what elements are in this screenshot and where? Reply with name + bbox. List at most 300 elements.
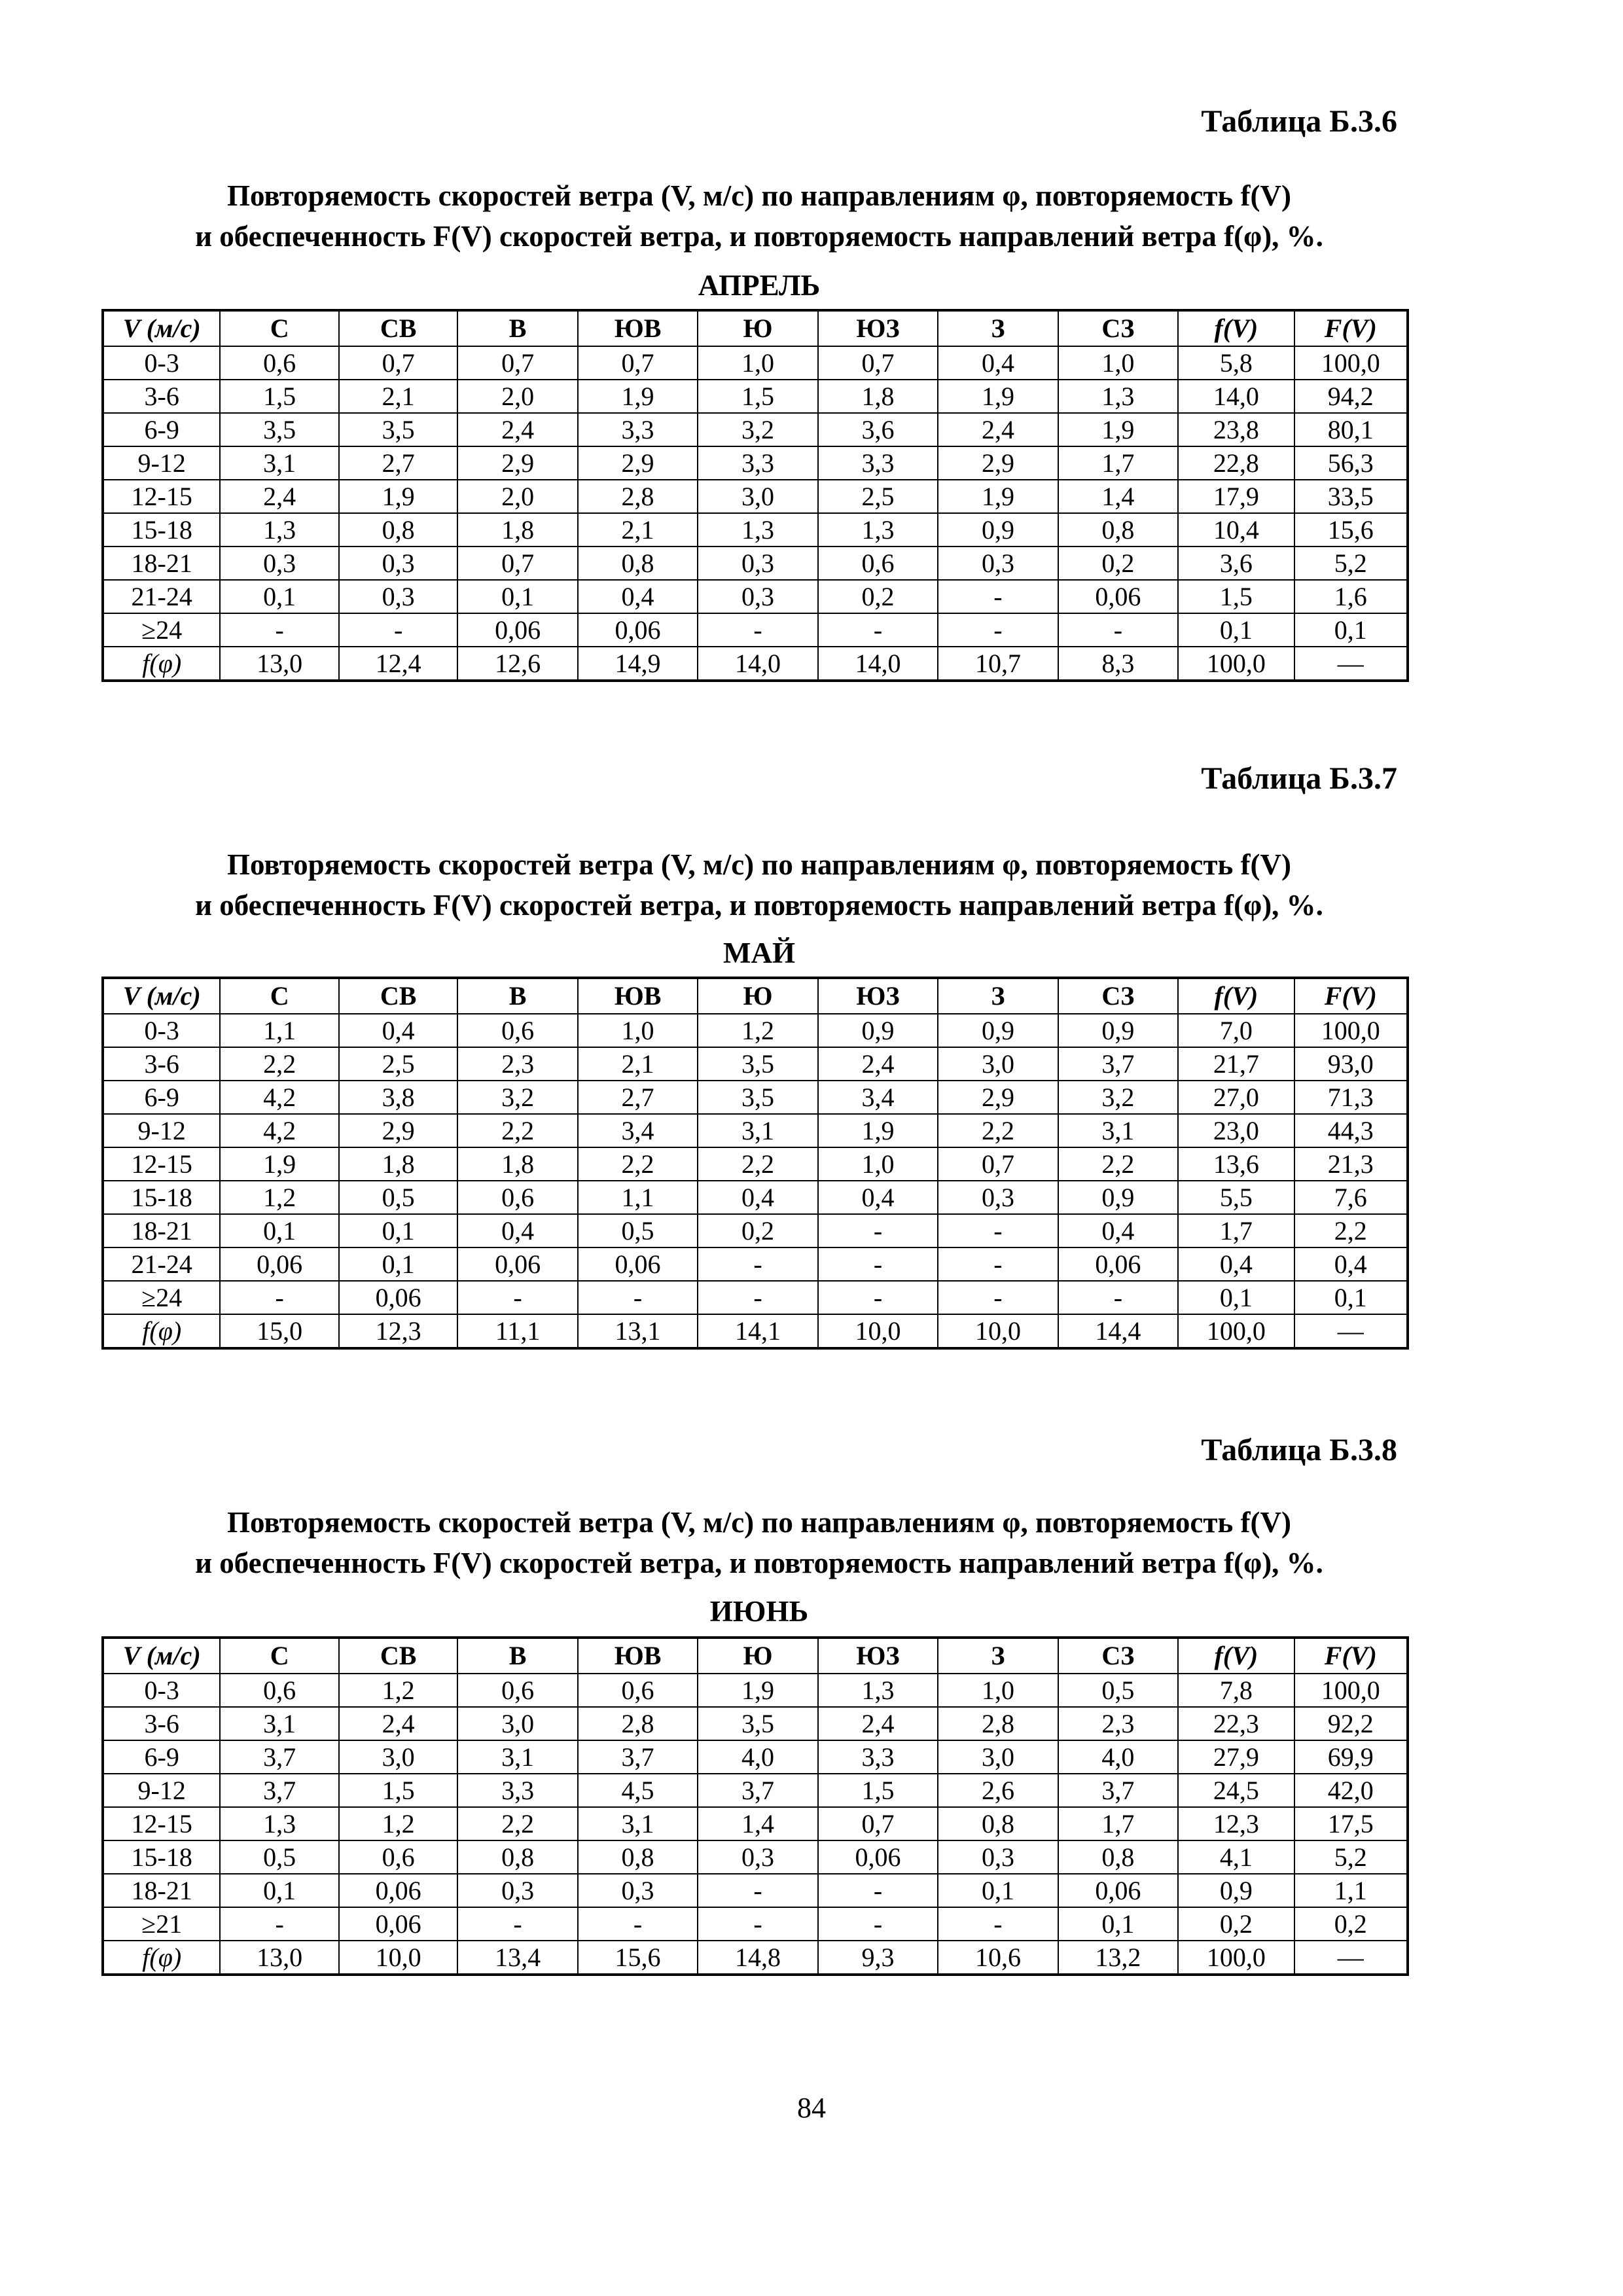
column-header: Ю (698, 1638, 817, 1674)
table-cell: 0,3 (698, 1840, 817, 1874)
table-cell: 100,0 (1178, 1314, 1294, 1348)
speed-range-cell: 3-6 (103, 380, 220, 413)
speed-range-cell: 18-21 (103, 1874, 220, 1907)
total-row (103, 1941, 1408, 1975)
table-cell: 0,2 (698, 1214, 817, 1247)
table-cell: 1,3 (1058, 380, 1178, 413)
table-row (103, 613, 1408, 647)
table-cell: 100,0 (1294, 346, 1408, 380)
table-cell: 1,2 (698, 1014, 817, 1047)
table-row (103, 1214, 1408, 1247)
table-cell: 2,8 (578, 480, 698, 513)
table-cell: 1,5 (220, 380, 338, 413)
table-cell: 2,2 (578, 1147, 698, 1181)
table-cell: 13,0 (220, 647, 338, 681)
table-cell: 1,2 (339, 1674, 457, 1707)
table-cell: 0,6 (818, 547, 938, 580)
table-cell: 2,2 (457, 1114, 577, 1147)
table-cell: 5,2 (1294, 547, 1408, 580)
speed-range-cell: 3-6 (103, 1047, 220, 1081)
column-header: ЮЗ (818, 310, 938, 346)
table-cell: 2,1 (578, 513, 698, 547)
table-cell: 100,0 (1294, 1674, 1408, 1707)
table-cell: - (457, 1907, 577, 1941)
speed-range-cell: 12-15 (103, 1147, 220, 1181)
table-cell: 0,1 (1178, 613, 1294, 647)
table-cell: 0,1 (457, 580, 577, 613)
speed-range-cell: 9-12 (103, 1114, 220, 1147)
table-cell: 2,4 (818, 1707, 938, 1740)
table-cell: 0,7 (339, 346, 457, 380)
table-row (103, 1774, 1408, 1807)
table-cell: 11,1 (457, 1314, 577, 1348)
table-cell: 1,4 (1058, 480, 1178, 513)
table-cell: - (818, 1247, 938, 1281)
table-cell: - (578, 1907, 698, 1941)
table-cell: 1,8 (818, 380, 938, 413)
table-cell: 1,9 (818, 1114, 938, 1147)
table-cell: 1,5 (818, 1774, 938, 1807)
table-cell: 3,0 (457, 1707, 577, 1740)
speed-range-cell: 6-9 (103, 1081, 220, 1114)
table-cell: 8,3 (1058, 647, 1178, 681)
speed-range-cell: ≥21 (103, 1907, 220, 1941)
table-cell: 0,4 (578, 580, 698, 613)
table-cell: — (1294, 647, 1408, 681)
table-cell: 1,1 (1294, 1874, 1408, 1907)
table-row (103, 513, 1408, 547)
speed-range-cell: 9-12 (103, 446, 220, 480)
table-cell: 2,8 (578, 1707, 698, 1740)
table-cell: 3,7 (578, 1740, 698, 1774)
table-cell: 3,2 (457, 1081, 577, 1114)
table-cell: 1,8 (457, 1147, 577, 1181)
table-cell: 2,7 (339, 446, 457, 480)
table-cell: 24,5 (1178, 1774, 1294, 1807)
table-cell: 2,9 (339, 1114, 457, 1147)
table-cell: 2,5 (818, 480, 938, 513)
table-cell: 3,5 (698, 1081, 817, 1114)
table-cell: 1,5 (1178, 580, 1294, 613)
column-header: СЗ (1058, 978, 1178, 1014)
speed-range-cell: 0-3 (103, 1674, 220, 1707)
table-cell: 0,6 (457, 1181, 577, 1214)
table-cell: 33,5 (1294, 480, 1408, 513)
column-header: V (м/с) (103, 310, 220, 346)
table-cell: 1,3 (698, 513, 817, 547)
column-header: СЗ (1058, 310, 1178, 346)
table-cell: 3,5 (698, 1047, 817, 1081)
column-header: СВ (339, 978, 457, 1014)
table-cell: 1,9 (578, 380, 698, 413)
table-cell: 4,0 (1058, 1740, 1178, 1774)
table-cell: 0,4 (698, 1181, 817, 1214)
table-cell: 1,7 (1058, 1807, 1178, 1840)
table-cell: - (938, 1281, 1058, 1314)
table-cell: 13,0 (220, 1941, 338, 1975)
table-cell: 0,2 (1294, 1907, 1408, 1941)
table-cell: - (818, 1281, 938, 1314)
table-cell: 23,8 (1178, 413, 1294, 446)
column-header: F(V) (1294, 310, 1408, 346)
table-cell: 0,3 (457, 1874, 577, 1907)
table-cell: 22,3 (1178, 1707, 1294, 1740)
table-cell: 1,3 (220, 1807, 338, 1840)
table-cell: 1,8 (457, 513, 577, 547)
table-cell: 0,6 (220, 346, 338, 380)
table-row (103, 1740, 1408, 1774)
table-cell: 23,0 (1178, 1114, 1294, 1147)
speed-range-cell: 9-12 (103, 1774, 220, 1807)
table-cell: 4,2 (220, 1114, 338, 1147)
header-row (103, 978, 1408, 1014)
table-cell: - (698, 613, 817, 647)
column-header: ЮВ (578, 1638, 698, 1674)
table-cell: 0,06 (1058, 1247, 1178, 1281)
table-cell: 0,3 (339, 547, 457, 580)
table-row (103, 346, 1408, 380)
table-cell: 0,1 (1294, 1281, 1408, 1314)
column-header: ЮВ (578, 978, 698, 1014)
table-cell: 0,1 (1058, 1907, 1178, 1941)
table-cell: — (1294, 1941, 1408, 1975)
table-cell: 10,4 (1178, 513, 1294, 547)
table-row (103, 1014, 1408, 1047)
table-cell: - (938, 613, 1058, 647)
table-cell: 2,1 (578, 1047, 698, 1081)
table-cell: 3,4 (818, 1081, 938, 1114)
speed-range-cell: 18-21 (103, 1214, 220, 1247)
table-row (103, 413, 1408, 446)
table-cell: 2,2 (698, 1147, 817, 1181)
column-header: В (457, 310, 577, 346)
column-header: F(V) (1294, 1638, 1408, 1674)
table-cell: 0,06 (339, 1907, 457, 1941)
table-cell: 94,2 (1294, 380, 1408, 413)
table-cell: 1,5 (698, 380, 817, 413)
table-cell: 0,7 (818, 346, 938, 380)
table-cell: 2,9 (938, 1081, 1058, 1114)
table-cell: 1,3 (220, 513, 338, 547)
table-cell: 10,6 (938, 1941, 1058, 1975)
table-cell: 7,6 (1294, 1181, 1408, 1214)
table-cell: 0,7 (818, 1807, 938, 1840)
table-cell: 0,06 (1058, 580, 1178, 613)
table-cell: 92,2 (1294, 1707, 1408, 1740)
table-cell: - (938, 1214, 1058, 1247)
table-cell: - (938, 580, 1058, 613)
table-cell: 0,9 (1058, 1014, 1178, 1047)
table-cell: 42,0 (1294, 1774, 1408, 1807)
table-cell: 1,0 (698, 346, 817, 380)
table-cell: 3,7 (1058, 1047, 1178, 1081)
month-label: МАЙ (723, 937, 795, 969)
table-cell: 2,4 (220, 480, 338, 513)
total-row (103, 1314, 1408, 1348)
column-header: F(V) (1294, 978, 1408, 1014)
table-cell: 2,0 (457, 380, 577, 413)
table-cell: 4,1 (1178, 1840, 1294, 1874)
table-cell: 0,5 (220, 1840, 338, 1874)
table-cell: 0,06 (339, 1281, 457, 1314)
speed-range-cell: ≥24 (103, 613, 220, 647)
table-cell: 0,1 (1294, 613, 1408, 647)
table-cell: 0,3 (578, 1874, 698, 1907)
table-row (103, 1707, 1408, 1740)
column-header: f(V) (1178, 1638, 1294, 1674)
table-cell: 0,3 (938, 1840, 1058, 1874)
table-cell: 13,2 (1058, 1941, 1178, 1975)
table-cell: 1,9 (339, 480, 457, 513)
table-cell: 3,3 (698, 446, 817, 480)
table-cell: 0,2 (1178, 1907, 1294, 1941)
header-row (103, 310, 1408, 346)
table-cell: 0,6 (457, 1674, 577, 1707)
table-cell: 9,3 (818, 1941, 938, 1975)
column-header: f(V) (1178, 310, 1294, 346)
table-row (103, 1081, 1408, 1114)
table-cell: - (938, 1907, 1058, 1941)
table-cell: 0,8 (938, 1807, 1058, 1840)
table-cell: 100,0 (1178, 1941, 1294, 1975)
table-cell: 0,7 (938, 1147, 1058, 1181)
column-header: С (220, 1638, 338, 1674)
table-caption (105, 844, 1414, 925)
table-cell: 0,8 (339, 513, 457, 547)
table-row (103, 446, 1408, 480)
speed-range-cell: 0-3 (103, 346, 220, 380)
table-row (103, 1840, 1408, 1874)
table-cell: 3,3 (818, 446, 938, 480)
table-cell: 1,0 (1058, 346, 1178, 380)
table-cell: 3,1 (220, 446, 338, 480)
caption-line-2: и обеспеченность F(V) скоростей ветра, и повторяемость направлений ветра f(φ), %. (195, 1547, 1323, 1579)
table-caption (105, 1502, 1414, 1583)
table-cell: 0,9 (1178, 1874, 1294, 1907)
table-cell: 5,2 (1294, 1840, 1408, 1874)
table-cell: - (457, 1281, 577, 1314)
table-cell: 0,7 (457, 547, 577, 580)
page-number: 84 (797, 2092, 826, 2124)
table-cell: 0,06 (1058, 1874, 1178, 1907)
table-cell: - (339, 613, 457, 647)
table-cell: 0,3 (938, 547, 1058, 580)
table-cell: 0,4 (339, 1014, 457, 1047)
column-header: С (220, 978, 338, 1014)
table-cell: 4,5 (578, 1774, 698, 1807)
table-row (103, 1281, 1408, 1314)
column-header: ЮЗ (818, 1638, 938, 1674)
caption-line-2: и обеспеченность F(V) скоростей ветра, и повторяемость направлений ветра f(φ), %. (195, 220, 1323, 253)
table-cell: 100,0 (1294, 1014, 1408, 1047)
table-cell: 14,9 (578, 647, 698, 681)
table-cell: 12,6 (457, 647, 577, 681)
table-cell: 0,8 (457, 1840, 577, 1874)
table-cell: 3,0 (339, 1740, 457, 1774)
table-cell: 4,0 (698, 1740, 817, 1774)
table-cell: 3,3 (578, 413, 698, 446)
table-row (103, 380, 1408, 413)
table-cell: 2,9 (457, 446, 577, 480)
column-header: СВ (339, 1638, 457, 1674)
table-cell: 93,0 (1294, 1047, 1408, 1081)
speed-range-cell: 21-24 (103, 580, 220, 613)
table-cell: 3,7 (220, 1774, 338, 1807)
table-cell: 2,4 (818, 1047, 938, 1081)
table-cell: 0,1 (938, 1874, 1058, 1907)
column-header: Ю (698, 978, 817, 1014)
table-cell: 27,0 (1178, 1081, 1294, 1114)
table-cell: 0,1 (220, 1874, 338, 1907)
table-cell: 1,4 (698, 1807, 817, 1840)
wind-table (101, 1636, 1409, 1976)
table-cell: 0,4 (818, 1181, 938, 1214)
table-cell: 7,0 (1178, 1014, 1294, 1047)
table-cell: 0,06 (457, 1247, 577, 1281)
speed-range-cell: f(φ) (103, 647, 220, 681)
table-cell: 3,3 (457, 1774, 577, 1807)
table-cell: 1,7 (1178, 1214, 1294, 1247)
table-cell: 0,6 (457, 1014, 577, 1047)
table-row (103, 1181, 1408, 1214)
table-cell: - (818, 1214, 938, 1247)
table-cell: 44,3 (1294, 1114, 1408, 1147)
table-cell: — (1294, 1314, 1408, 1348)
table-cell: 0,6 (220, 1674, 338, 1707)
caption-line-1: Повторяемость скоростей ветра (V, м/с) по направлениям φ, повторяемость f(V) (227, 1506, 1291, 1539)
table-cell: 1,9 (220, 1147, 338, 1181)
table-cell: 1,3 (818, 513, 938, 547)
table-cell: 21,7 (1178, 1047, 1294, 1081)
table-cell: 2,7 (578, 1081, 698, 1114)
table-cell: 15,6 (1294, 513, 1408, 547)
table-cell: 0,1 (220, 1214, 338, 1247)
table-row (103, 1674, 1408, 1707)
table-cell: 1,6 (1294, 580, 1408, 613)
table-cell: - (220, 1907, 338, 1941)
speed-range-cell: 18-21 (103, 547, 220, 580)
speed-range-cell: 6-9 (103, 413, 220, 446)
table-cell: 13,6 (1178, 1147, 1294, 1181)
table-cell: 1,9 (938, 380, 1058, 413)
table-cell: 3,6 (1178, 547, 1294, 580)
table-cell: 0,1 (339, 1247, 457, 1281)
column-header: З (938, 310, 1058, 346)
table-cell: 2,2 (457, 1807, 577, 1840)
table-cell: 17,5 (1294, 1807, 1408, 1840)
table-cell: 3,2 (1058, 1081, 1178, 1114)
table-cell: 1,5 (339, 1774, 457, 1807)
table-cell: 3,5 (698, 1707, 817, 1740)
table-cell: 0,8 (1058, 1840, 1178, 1874)
column-header: В (457, 1638, 577, 1674)
speed-range-cell: 0-3 (103, 1014, 220, 1047)
table-cell: - (938, 1247, 1058, 1281)
table-cell: 0,5 (1058, 1674, 1178, 1707)
table-cell: 2,1 (339, 380, 457, 413)
table-row (103, 1807, 1408, 1840)
table-row (103, 1147, 1408, 1181)
table-cell: - (220, 1281, 338, 1314)
table-cell: 14,4 (1058, 1314, 1178, 1348)
table-cell: 2,2 (1058, 1147, 1178, 1181)
caption-line-1: Повторяемость скоростей ветра (V, м/с) по направлениям φ, повторяемость f(V) (227, 848, 1291, 881)
column-header: З (938, 978, 1058, 1014)
table-cell: 0,06 (457, 613, 577, 647)
speed-range-cell: 15-18 (103, 513, 220, 547)
table-cell: 13,4 (457, 1941, 577, 1975)
table-cell: 0,8 (578, 547, 698, 580)
table-cell: 1,0 (938, 1674, 1058, 1707)
table-cell: - (220, 613, 338, 647)
table-cell: 3,0 (938, 1740, 1058, 1774)
column-header: В (457, 978, 577, 1014)
table-cell: 3,7 (220, 1740, 338, 1774)
table-number: Таблица Б.3.6 (1201, 104, 1397, 139)
column-header: V (м/с) (103, 1638, 220, 1674)
table-cell: 0,1 (339, 1214, 457, 1247)
table-cell: - (1058, 613, 1178, 647)
table-cell: 3,5 (339, 413, 457, 446)
table-cell: 1,8 (339, 1147, 457, 1181)
table-cell: 3,0 (698, 480, 817, 513)
table-cell: 2,4 (938, 413, 1058, 446)
table-cell: 0,06 (339, 1874, 457, 1907)
table-cell: 3,1 (578, 1807, 698, 1840)
table-cell: 3,1 (698, 1114, 817, 1147)
column-header: ЮЗ (818, 978, 938, 1014)
table-cell: 0,1 (220, 580, 338, 613)
table-cell: 3,7 (1058, 1774, 1178, 1807)
table-cell: 2,3 (1058, 1707, 1178, 1740)
table-cell: 3,1 (1058, 1114, 1178, 1147)
table-cell: 1,1 (578, 1181, 698, 1214)
table-cell: - (698, 1247, 817, 1281)
table-cell: 2,2 (938, 1114, 1058, 1147)
table-cell: 0,5 (339, 1181, 457, 1214)
table-cell: 1,9 (1058, 413, 1178, 446)
table-cell: 0,7 (457, 346, 577, 380)
table-cell: 3,1 (457, 1740, 577, 1774)
table-cell: 0,1 (1178, 1281, 1294, 1314)
table-cell: - (698, 1874, 817, 1907)
table-row (103, 1114, 1408, 1147)
table-cell: 27,9 (1178, 1740, 1294, 1774)
table-cell: 0,9 (938, 1014, 1058, 1047)
speed-range-cell: 3-6 (103, 1707, 220, 1740)
table-cell: 10,0 (818, 1314, 938, 1348)
table-cell: 10,0 (938, 1314, 1058, 1348)
column-header: ЮВ (578, 310, 698, 346)
caption-line-1: Повторяемость скоростей ветра (V, м/с) по направлениям φ, повторяемость f(V) (227, 179, 1291, 212)
column-header: СЗ (1058, 1638, 1178, 1674)
table-cell: - (698, 1281, 817, 1314)
table-cell: - (818, 1874, 938, 1907)
table-cell: 0,6 (578, 1674, 698, 1707)
table-cell: 14,8 (698, 1941, 817, 1975)
table-cell: 0,2 (818, 580, 938, 613)
table-cell: 3,0 (938, 1047, 1058, 1081)
table-cell: 1,2 (339, 1807, 457, 1840)
table-cell: 100,0 (1178, 647, 1294, 681)
speed-range-cell: 15-18 (103, 1840, 220, 1874)
table-cell: 0,4 (1294, 1247, 1408, 1281)
table-cell: 2,8 (938, 1707, 1058, 1740)
caption-line-2: и обеспеченность F(V) скоростей ветра, и повторяемость направлений ветра f(φ), %. (195, 889, 1323, 922)
table-cell: - (818, 613, 938, 647)
speed-range-cell: ≥24 (103, 1281, 220, 1314)
table-cell: 15,0 (220, 1314, 338, 1348)
